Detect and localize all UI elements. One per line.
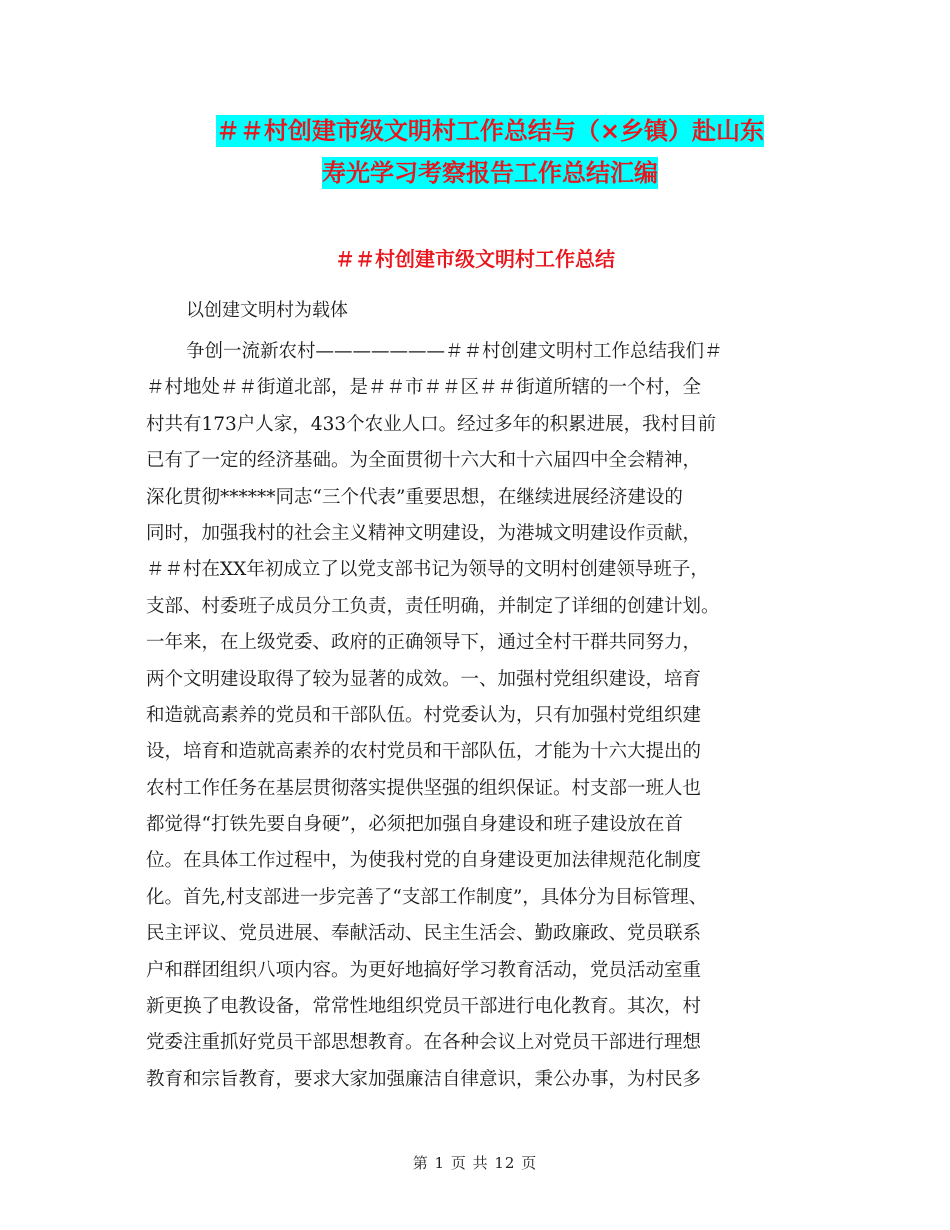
text-line: 争创一流新农村———————＃＃村创建文明村工作总结我们＃ [186,341,723,362]
body-text [146,334,826,1098]
intro-line: 以创建文明村为载体 [186,300,348,321]
text-line: 同时，加强我村的社会主义精神文明建设，为港城文明建设作贡献， [146,522,702,544]
page-footer: 第 1 页 共 12 页 [412,1154,538,1172]
text-line: 两个文明建设取得了较为显著的成效。一、加强村党组织建设，培育 [146,668,702,690]
title-line-1: ＃＃村创建市级文明村工作总结与（×乡镇）赴山东 [215,117,765,145]
text-line: 农村工作任务在基层贯彻落实提供坚强的组织保证。村支部一班人也 [146,777,702,799]
text-line: 支部、村委班子成员分工负责，责任明确，并制定了详细的创建计划。 [146,595,720,617]
text-line: ＃村地处＃＃街道北部，是＃＃市＃＃区＃＃街道所辖的一个村，全 [146,377,702,399]
text-line: 党委注重抓好党员干部思想教育。在各种会议上对党员干部进行理想 [146,1032,702,1054]
text-line: 新更换了电教设备，常常性地组织党员干部进行电化教育。其次，村 [146,996,702,1018]
text-line: 已有了一定的经济基础。为全面贯彻十六大和十六届四中全会精神， [146,450,702,472]
text-line: 教育和宗旨教育，要求大家加强廉洁自律意识，秉公办事，为村民多 [146,1068,702,1090]
text-line: 设，培育和造就高素养的农村党员和干部队伍，才能为十六大提出的 [146,741,702,763]
title-line-2: 寿光学习考察报告工作总结汇编 [322,159,658,187]
text-line: 化。首先,村支部进一步完善了“支部工作制度”，具体分为目标管理、 [146,886,708,908]
section-title: ＃＃村创建市级文明村工作总结 [335,247,615,271]
document-title [150,110,830,194]
text-line: 村共有173户人家，433个农业人口。经过多年的积累进展，我村目前 [146,413,717,435]
text-line: ＃＃村在XX年初成立了以党支部书记为领导的文明村创建领导班子， [146,559,709,581]
text-line: 一年来，在上级党委、政府的正确领导下，通过全村干群共同努力， [146,632,702,654]
text-line: 位。在具体工作过程中，为使我村党的自身建设更加法律规范化制度 [146,850,702,872]
text-line: 民主评议、党员进展、奉献活动、民主生活会、勤政廉政、党员联系 [146,923,702,945]
text-line: 和造就高素养的党员和干部队伍。村党委认为，只有加强村党组织建 [146,704,702,726]
text-line: 户和群团组织八项内容。为更好地搞好学习教育活动，党员活动室重 [146,959,702,981]
text-line: 深化贯彻******同志“三个代表”重要思想，在继续进展经济建设的 [146,486,683,508]
text-line: 都觉得“打铁先要自身硬”，必须把加强自身建设和班子建设放在首 [146,814,683,836]
